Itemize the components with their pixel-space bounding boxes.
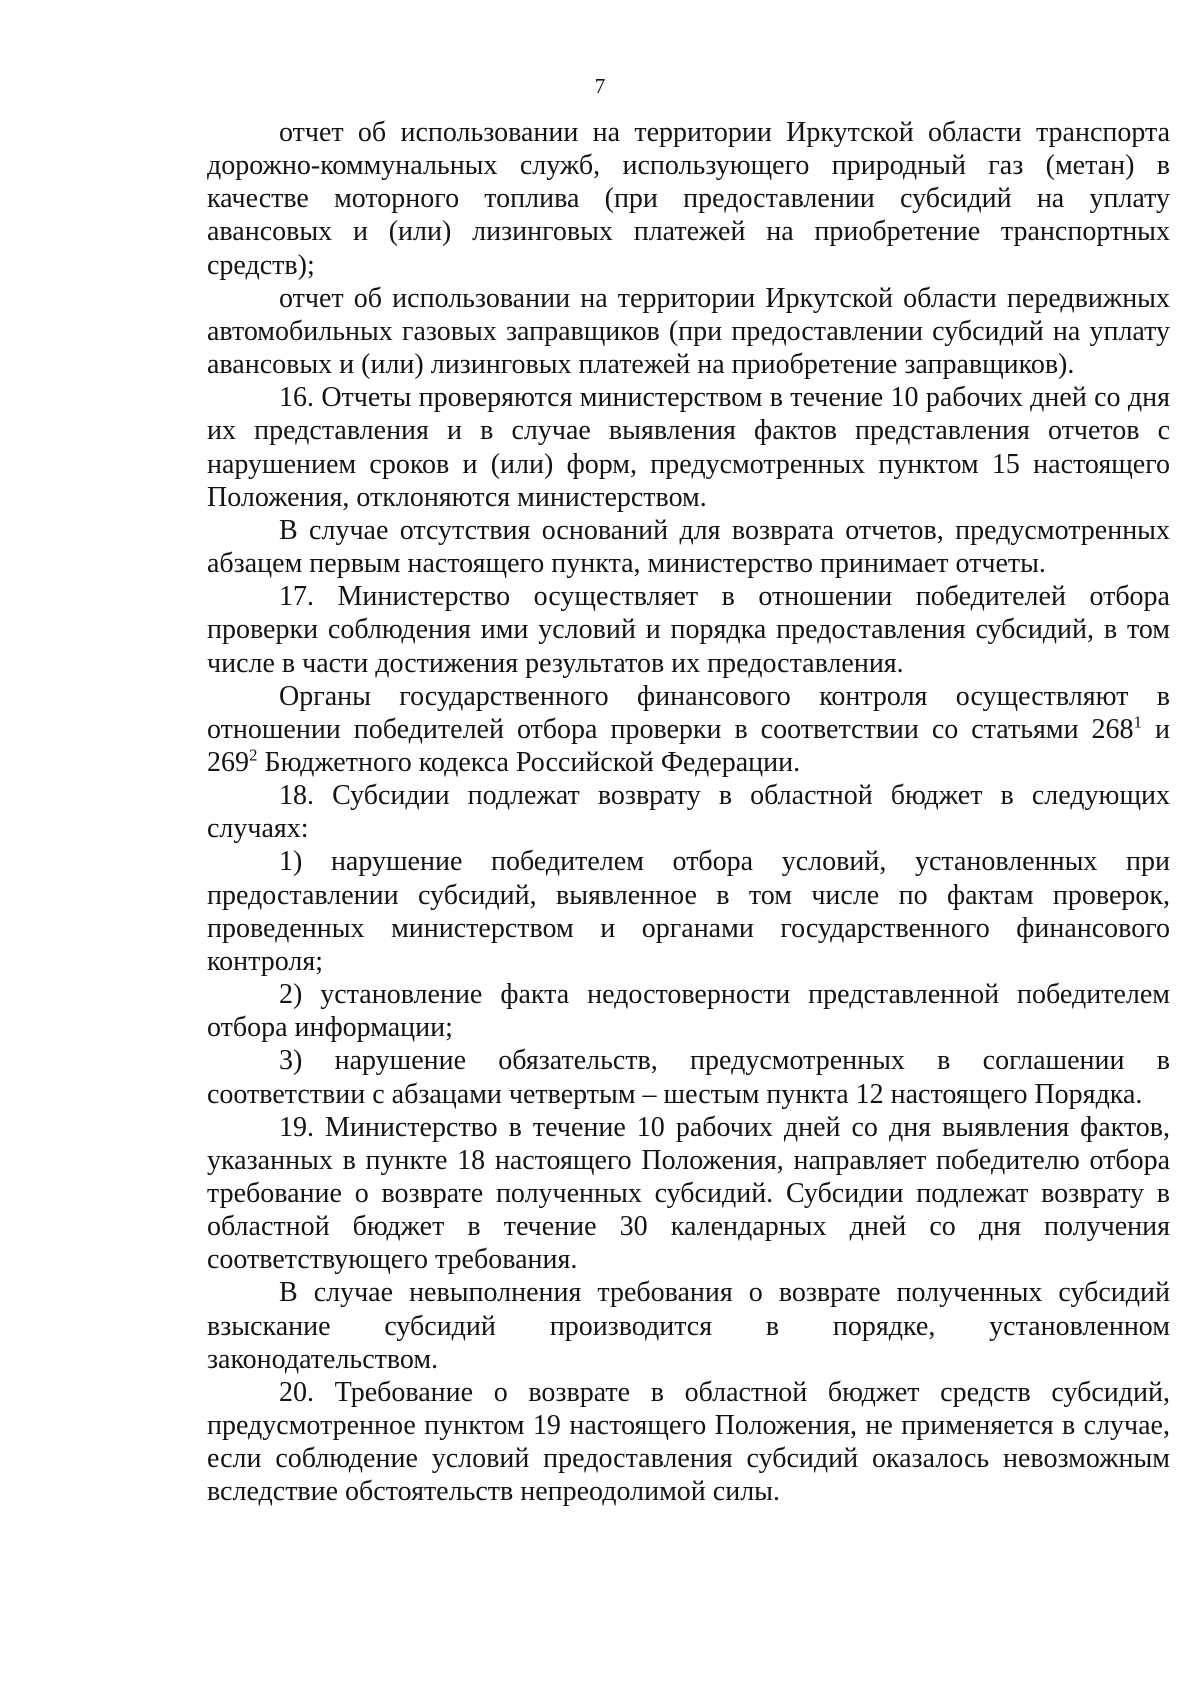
control-text-after: Бюджетного кодекса Российской Федерации. [257, 746, 801, 778]
control-superscript-1: 1 [1133, 712, 1143, 732]
control-superscript-2: 2 [249, 745, 258, 765]
paragraph-item-18: 18. Субсидии подлежат возврату в областной бюджет в следующих случаях: [207, 780, 1170, 845]
paragraph-case-3: 3) нарушение обязательств, предусмотренных в соглашении в соответствии с абзацами четвертым – шестым пункта 12 настоящего Порядка. [207, 1045, 1170, 1110]
paragraph-report-transport: отчет об использовании на территории Иркутской области транспорта дорожно-коммунальных служб, использующего природный газ (метан) в качестве моторного топлива (при предоставлении субсидий на уплату авансовых и (или) лизинговых платежей на приобретение транспортных средств); [207, 117, 1170, 281]
page-number: 7 [594, 74, 606, 98]
paragraph-reports-accepted: В случае отсутствия оснований для возврата отчетов, предусмотренных абзацем первым настоящего пункта, министерство принимает отчеты. [207, 514, 1170, 580]
paragraph-item-16: 16. Отчеты проверяются министерством в течение 10 рабочих дней со дня их представления и в случае выявления фактов представления отчетов с нарушением сроков и (или) форм, предусмотренных пунктом 15 настоящего Положения, отклоняются министерством. [207, 382, 1170, 513]
paragraph-financial-control [207, 680, 1170, 779]
document-body [207, 116, 1170, 1509]
paragraph-item-20: 20. Требование о возврате в областной бюджет средств субсидий, предусмотренное пунктом 19 настоящего Положения, не применяется в случае, если соблюдение условий предоставления субсидий оказалось невозможным вследствие обстоятельств непреодолимой силы. [207, 1376, 1170, 1508]
control-text-before: Органы государственного финансового контроля осуществляют в отношении победителей отбора проверки в соответствии со статьями 268 [207, 680, 1170, 745]
paragraph-case-1: 1) нарушение победителем отбора условий, установленных при предоставлении субсидий, выявленное в том числе по фактам проверок, проведенных министерством и органами государственного финансового контроля; [207, 846, 1170, 977]
paragraph-recovery: В случае невыполнения требования о возврате полученных субсидий взыскание субсидий производится в порядке, установленном законодательством. [207, 1277, 1170, 1375]
control-text-middle: и 269 [207, 713, 1171, 778]
paragraph-item-19: 19. Министерство в течение 10 рабочих дней со дня выявления фактов, указанных в пункте 18 настоящего Положения, направляет победителю отбора требование о возврате полученных субсидий. Субсидии подлежат возврату в областной бюджет в течение 30 календарных дней со дня получения соответствующего требования. [207, 1111, 1170, 1276]
paragraph-case-2: 2) установление факта недостоверности представленной победителем отбора информации; [207, 979, 1170, 1044]
paragraph-report-refuelers: отчет об использовании на территории Иркутской области передвижных автомобильных газовых заправщиков (при предоставлении субсидий на уплату авансовых и (или) лизинговых платежей на приобретение заправщиков). [207, 282, 1170, 381]
paragraph-item-17: 17. Министерство осуществляет в отношении победителей отбора проверки соблюдения ими условий и порядка предоставления субсидий, в том числе в части достижения результатов их предоставления. [207, 581, 1170, 679]
